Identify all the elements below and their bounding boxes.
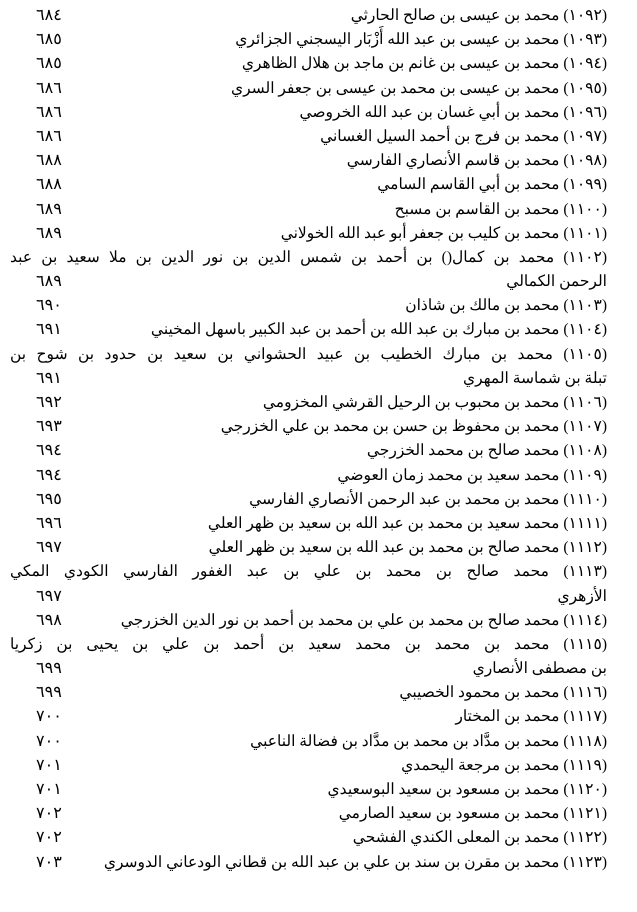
- index-entry: [0, 826, 637, 850]
- index-entry: [0, 101, 637, 125]
- page-number: ٦٩٧: [36, 587, 62, 605]
- page-number: ٦٩١: [36, 369, 62, 387]
- index-entry: [0, 754, 637, 778]
- index-entry: [0, 52, 637, 76]
- page-number: ٦٨٤: [36, 7, 62, 24]
- index-entry-continuation: [0, 367, 637, 391]
- page-number: ٦٩١: [36, 321, 62, 339]
- page-number: ٦٨٩: [36, 200, 62, 218]
- index-entry: [0, 77, 637, 101]
- entry-name: (١١٠٦) محمد بن محبوب بن الرحيل القرشي المخزومي: [262, 394, 607, 411]
- index-entry: [0, 125, 637, 149]
- entry-name: (١١٢٠) محمد بن مسعود بن سعيد البوسعيدي: [327, 781, 607, 798]
- page-number: ٦٩٤: [36, 442, 62, 460]
- entry-name: (١١١٢) محمد صالح بن محمد بن عبد الله بن سعيد بن ظهر العلي: [208, 539, 607, 557]
- page-number: ٦٩٨: [36, 611, 62, 629]
- entry-name: (١١١٨) محمد بن مدَّاد بن محمد بن مدَّاد بن فضالة الناعبي: [250, 732, 607, 750]
- index-entry: [0, 705, 637, 729]
- page-number: ٦٩٥: [36, 490, 62, 508]
- index-entry: [0, 415, 637, 439]
- index-entry: [0, 633, 637, 657]
- index-entry: [0, 778, 637, 802]
- index-entry: [0, 512, 637, 536]
- page-number: ٦٩٢: [36, 394, 62, 411]
- index-entry: [0, 343, 637, 367]
- index-entry: [0, 4, 637, 28]
- entry-name: (١١٢١) محمد بن مسعود بن سعيد الصارمي: [338, 805, 607, 823]
- page-number: ٦٨٨: [36, 152, 62, 170]
- page-number: ٦٨٥: [36, 31, 62, 49]
- entry-name-continued: بن مصطفى الأنصاري: [472, 660, 607, 678]
- entry-name: (١١٠٧) محمد بن محفوظ بن حسن بن محمد بن علي الخزرجي: [220, 418, 607, 436]
- entry-name: (١٠٩٤) محمد بن عيسى بن غانم بن ماجد بن هلال الظاهري: [241, 55, 607, 73]
- page-number: ٦٨٦: [36, 79, 62, 97]
- page-number: ٦٩٣: [36, 418, 62, 436]
- page-number: ٦٩٩: [36, 660, 62, 678]
- page-number: ٦٩٤: [36, 466, 62, 484]
- entry-name: (١١٠٩) محمد سعيد بن محمد زمان العوضي: [337, 466, 607, 484]
- entry-name: (١١١٩) محمد بن مرجعة اليحمدي: [401, 756, 607, 774]
- entry-name: (١١٠٨) محمد صالح بن محمد الخزرجي: [366, 442, 607, 460]
- entry-name: (١١٠٤) محمد بن مبارك بن عبد الله بن أحمد بن عبد الكبير باسهل المخيني: [150, 321, 607, 339]
- entry-name: (١١٢٢) محمد بن المعلى الكندي الفشحي: [352, 829, 607, 847]
- index-entry: [0, 609, 637, 633]
- page-number: ٦٩٦: [36, 514, 62, 532]
- index-entry: [0, 173, 637, 197]
- index-entry: [0, 149, 637, 173]
- entry-name: (١١٠٢) محمد بن كمال() بن أحمد بن شمس الدين بن نور الدين بن ملا سعيد بن عبد: [10, 248, 607, 266]
- page-number: ٧٠٠: [36, 732, 62, 750]
- index-entry: [0, 439, 637, 463]
- index-entry: [0, 464, 637, 488]
- index-entry-continuation: [0, 270, 637, 294]
- index-entry: [0, 730, 637, 754]
- entry-name: (١١١٦) محمد بن محمود الخصيبي: [399, 684, 607, 702]
- index-entry: [0, 851, 637, 875]
- entry-name: (١٠٩٥) محمد بن عيسى بن محمد بن عيسى بن جعفر السري: [231, 79, 607, 97]
- page-number: ٦٩٩: [36, 684, 62, 702]
- entry-name: (١١١٠) محمد بن محمد بن عبد الرحمن الأنصاري الفارسي: [249, 490, 607, 508]
- index-entry-continuation: [0, 657, 637, 681]
- page-number: ٦٩٧: [36, 539, 62, 557]
- index-entry: [0, 28, 637, 52]
- entry-name: (١١١٤) محمد صالح بن محمد بن علي بن محمد بن أحمد بن نور الدين الخزرجي: [120, 611, 607, 629]
- index-entry: [0, 681, 637, 705]
- entry-name: (١٠٩٦) محمد بن أبي غسان بن عبد الله الخروصي: [299, 103, 607, 121]
- index-entry: [0, 294, 637, 318]
- entry-name: (١١٠٣) محمد بن مالك بن شاذان: [405, 297, 607, 315]
- entry-name-continued: تبلة بن شماسة المهري: [463, 369, 607, 387]
- entry-name: (١٠٩٣) محمد بن عيسى بن عبد الله أَزْبَار اليسجني الجزائري: [235, 31, 607, 49]
- entry-name-continued: الأزهري: [557, 587, 607, 605]
- entry-name: (١٠٩٨) محمد بن قاسم الأنصاري الفارسي: [346, 152, 607, 170]
- entry-name: (١١٠٠) محمد بن القاسم بن مسبح: [394, 200, 607, 218]
- index-entry: [0, 560, 637, 584]
- page-number: ٦٨٨: [36, 176, 62, 194]
- entry-name: (١٠٩٢) محمد بن عيسى بن صالح الحارثي: [350, 7, 607, 24]
- entry-name: (١١١٧) محمد بن المختار: [455, 708, 607, 726]
- page-number: ٦٨٦: [36, 127, 62, 145]
- entry-name: (١١٢٣) محمد بن مقرن بن سند بن علي بن عبد الله بن قطاني الودعاني الدوسري: [103, 853, 607, 871]
- page-number: ٧٠٠: [36, 708, 62, 726]
- page-number: ٧٠٢: [36, 805, 62, 823]
- index-entry-continuation: [0, 585, 637, 609]
- index-entry: [0, 536, 637, 560]
- entry-name-continued: الرحمن الكمالي: [506, 273, 607, 291]
- index-entry: [0, 488, 637, 512]
- page-number: ٧٠٢: [36, 829, 62, 847]
- page-number: ٦٨٩: [36, 224, 62, 242]
- entry-name: (١١٠١) محمد بن كليب بن جعفر أبو عبد الله الخولاني: [280, 224, 607, 242]
- entry-name: (١٠٩٩) محمد بن أبي القاسم السامي: [377, 176, 607, 194]
- page-number: ٧٠١: [36, 756, 62, 774]
- page-number: ٦٩٠: [36, 297, 62, 315]
- index-entry: [0, 198, 637, 222]
- entry-name: (١١٠٥) محمد بن مبارك الخطيب بن عبيد الحشواني بن سعيد بن حدود بن شوح بن: [10, 345, 607, 363]
- index-entry: [0, 802, 637, 826]
- index-entry: [0, 318, 637, 342]
- page-number: ٧٠١: [36, 781, 62, 798]
- page-number: ٦٨٦: [36, 103, 62, 121]
- index-entry: [0, 222, 637, 246]
- entry-name: (١١١٣) محمد صالح بن محمد بن علي بن عبد الغفور الفارسي الكودي المكي: [10, 563, 607, 581]
- index-page: [0, 4, 637, 875]
- index-entry: [0, 391, 637, 415]
- entry-name: (١٠٩٧) محمد بن فرج بن أحمد السيل الغساني: [320, 127, 607, 145]
- entry-name: (١١١١) محمد سعيد بن محمد بن عبد الله بن سعيد بن ظهر العلي: [207, 514, 607, 532]
- page-number: ٦٨٩: [36, 273, 62, 291]
- entry-name: (١١١٥) محمد بن محمد بن محمد سعيد بن أحمد بن علي بن يحيى بن زكريا: [10, 635, 607, 653]
- page-number: ٦٨٥: [36, 55, 62, 73]
- page-number: ٧٠٣: [36, 853, 62, 871]
- index-entry: [0, 246, 637, 270]
